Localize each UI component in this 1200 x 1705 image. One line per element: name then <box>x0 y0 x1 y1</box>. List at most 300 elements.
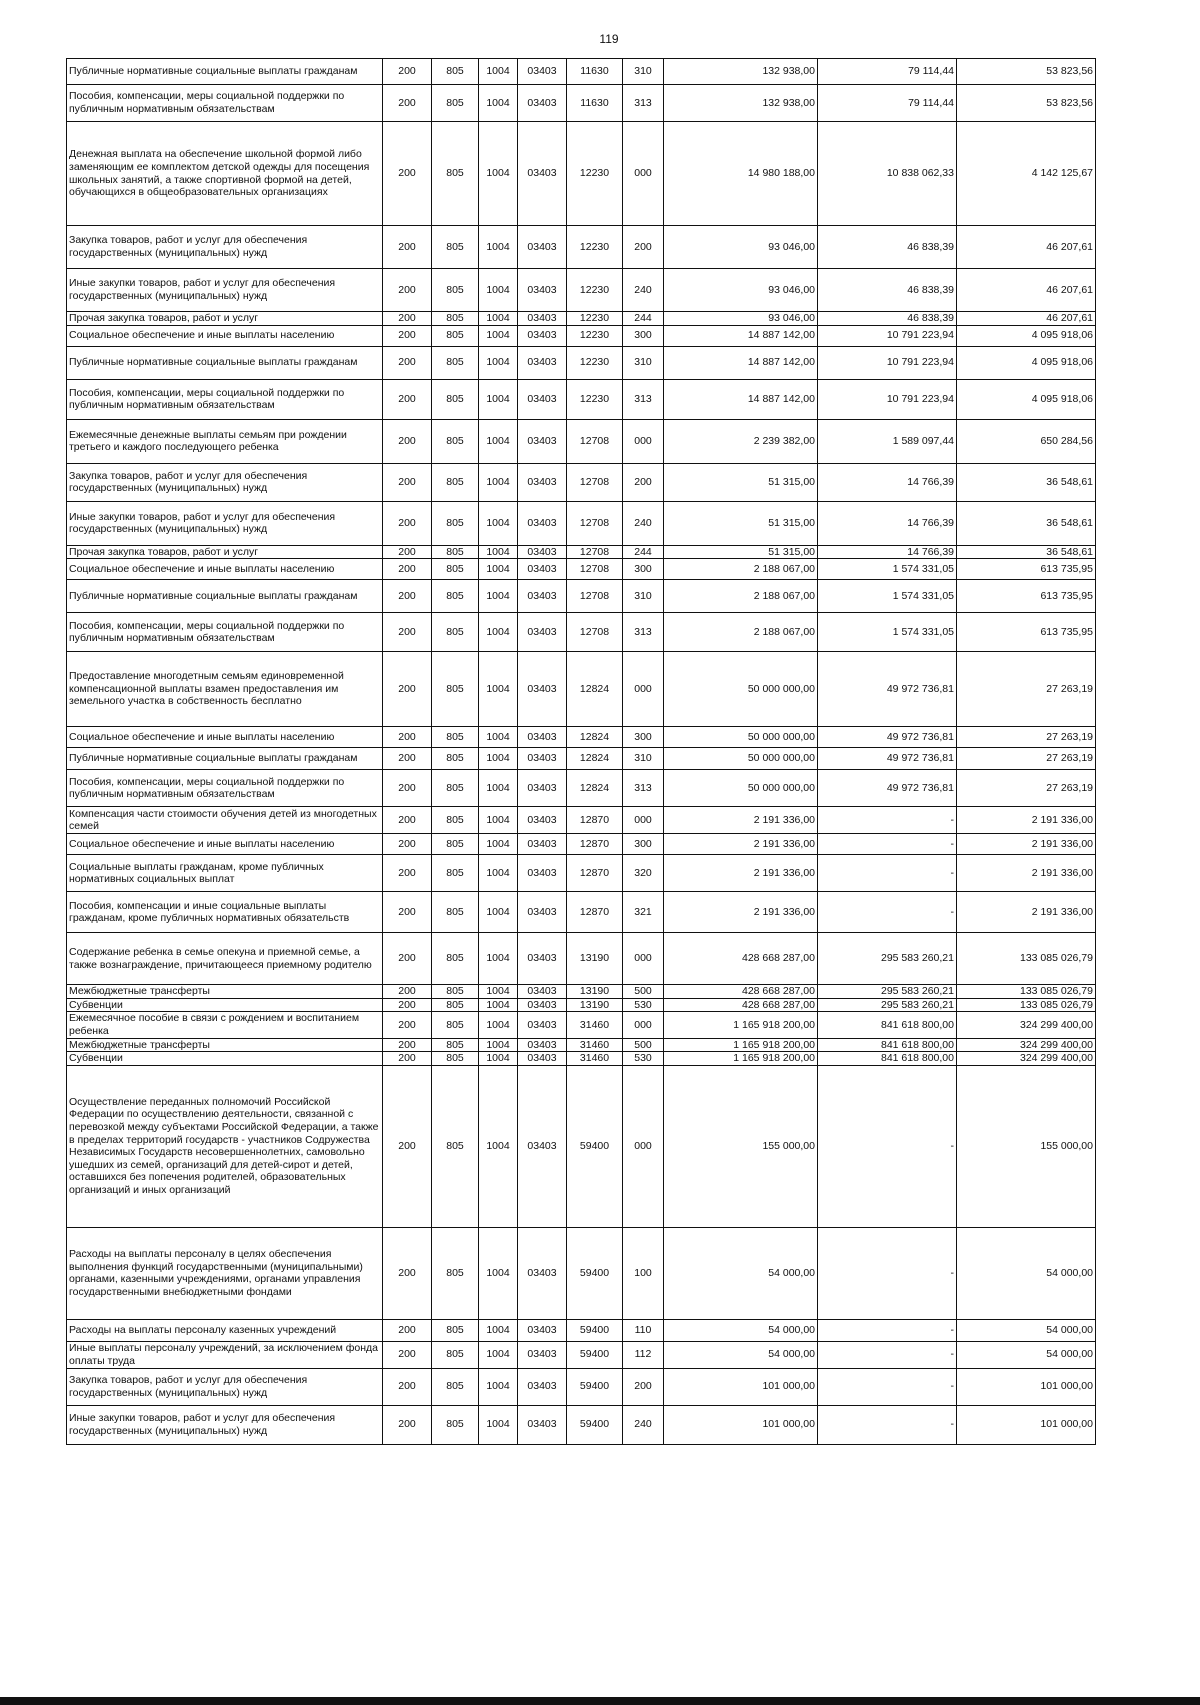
cell-cs-a: 1004 <box>479 807 518 834</box>
cell-remainder: 324 299 400,00 <box>957 1038 1096 1052</box>
cell-executed: 14 766,39 <box>818 545 957 559</box>
cell-rzpr: 805 <box>432 1012 479 1038</box>
cell-remainder: 613 735,95 <box>957 613 1096 652</box>
cell-cs-a: 1004 <box>479 855 518 892</box>
cell-vr: 300 <box>623 727 664 748</box>
cell-cs-a: 1004 <box>479 269 518 312</box>
cell-name: Субвенции <box>67 1052 383 1066</box>
cell-remainder: 54 000,00 <box>957 1341 1096 1368</box>
table-row <box>67 419 1096 463</box>
cell-cs-c: 12230 <box>567 379 623 419</box>
cell-cs-c: 12708 <box>567 580 623 613</box>
cell-appropriation: 93 046,00 <box>664 226 818 269</box>
cell-name: Иные закупки товаров, работ и услуг для обеспечения государственных (муниципальных) нужд <box>67 501 383 545</box>
cell-executed: - <box>818 807 957 834</box>
cell-vr: 000 <box>623 122 664 226</box>
cell-kvsr: 200 <box>383 379 432 419</box>
table-row <box>67 122 1096 226</box>
cell-vr: 310 <box>623 748 664 770</box>
cell-appropriation: 14 887 142,00 <box>664 325 818 346</box>
cell-remainder: 133 085 026,79 <box>957 985 1096 999</box>
cell-rzpr: 805 <box>432 1227 479 1319</box>
cell-remainder: 46 207,61 <box>957 269 1096 312</box>
cell-name: Социальное обеспечение и иные выплаты населению <box>67 559 383 580</box>
cell-appropriation: 50 000 000,00 <box>664 748 818 770</box>
cell-cs-c: 59400 <box>567 1065 623 1227</box>
table-row <box>67 834 1096 855</box>
cell-vr: 000 <box>623 933 664 985</box>
cell-vr: 000 <box>623 1012 664 1038</box>
table-row <box>67 1065 1096 1227</box>
table-row <box>67 1368 1096 1405</box>
cell-kvsr: 200 <box>383 419 432 463</box>
cell-rzpr: 805 <box>432 325 479 346</box>
table-row <box>67 892 1096 933</box>
cell-executed: 1 589 097,44 <box>818 419 957 463</box>
cell-appropriation: 155 000,00 <box>664 1065 818 1227</box>
cell-executed: - <box>818 1368 957 1405</box>
table-row <box>67 85 1096 122</box>
cell-remainder: 27 263,19 <box>957 652 1096 727</box>
cell-cs-b: 03403 <box>518 748 567 770</box>
cell-vr: 000 <box>623 419 664 463</box>
cell-appropriation: 14 980 188,00 <box>664 122 818 226</box>
cell-remainder: 46 207,61 <box>957 226 1096 269</box>
cell-cs-a: 1004 <box>479 85 518 122</box>
cell-remainder: 4 095 918,06 <box>957 325 1096 346</box>
cell-name: Социальные выплаты гражданам, кроме публичных нормативных социальных выплат <box>67 855 383 892</box>
cell-vr: 530 <box>623 1052 664 1066</box>
cell-kvsr: 200 <box>383 834 432 855</box>
cell-appropriation: 51 315,00 <box>664 463 818 501</box>
cell-remainder: 27 263,19 <box>957 748 1096 770</box>
cell-cs-a: 1004 <box>479 998 518 1012</box>
cell-vr: 100 <box>623 1227 664 1319</box>
cell-rzpr: 805 <box>432 892 479 933</box>
cell-remainder: 53 823,56 <box>957 85 1096 122</box>
cell-cs-b: 03403 <box>518 807 567 834</box>
cell-vr: 313 <box>623 613 664 652</box>
budget-table <box>66 58 1096 1445</box>
cell-cs-c: 12708 <box>567 545 623 559</box>
cell-remainder: 2 191 336,00 <box>957 892 1096 933</box>
cell-name: Иные закупки товаров, работ и услуг для обеспечения государственных (муниципальных) нужд <box>67 1405 383 1444</box>
cell-cs-c: 13190 <box>567 985 623 999</box>
cell-remainder: 4 142 125,67 <box>957 122 1096 226</box>
cell-name: Публичные нормативные социальные выплаты гражданам <box>67 748 383 770</box>
cell-rzpr: 805 <box>432 985 479 999</box>
cell-cs-b: 03403 <box>518 419 567 463</box>
cell-cs-b: 03403 <box>518 998 567 1012</box>
cell-remainder: 155 000,00 <box>957 1065 1096 1227</box>
cell-vr: 244 <box>623 545 664 559</box>
cell-cs-b: 03403 <box>518 559 567 580</box>
cell-vr: 320 <box>623 855 664 892</box>
cell-remainder: 27 263,19 <box>957 770 1096 807</box>
cell-name: Социальное обеспечение и иные выплаты населению <box>67 727 383 748</box>
cell-cs-a: 1004 <box>479 834 518 855</box>
cell-appropriation: 428 668 287,00 <box>664 998 818 1012</box>
cell-cs-a: 1004 <box>479 748 518 770</box>
cell-cs-b: 03403 <box>518 652 567 727</box>
cell-name: Публичные нормативные социальные выплаты гражданам <box>67 59 383 85</box>
table-row <box>67 807 1096 834</box>
cell-rzpr: 805 <box>432 834 479 855</box>
cell-cs-a: 1004 <box>479 1052 518 1066</box>
cell-appropriation: 51 315,00 <box>664 545 818 559</box>
cell-executed: 295 583 260,21 <box>818 933 957 985</box>
cell-cs-a: 1004 <box>479 933 518 985</box>
table-body <box>67 59 1096 1445</box>
cell-cs-c: 13190 <box>567 998 623 1012</box>
table-row <box>67 1227 1096 1319</box>
cell-cs-c: 12824 <box>567 770 623 807</box>
cell-cs-b: 03403 <box>518 346 567 379</box>
cell-cs-a: 1004 <box>479 1341 518 1368</box>
cell-name: Пособия, компенсации и иные социальные выплаты гражданам, кроме публичных нормативных обязательств <box>67 892 383 933</box>
cell-rzpr: 805 <box>432 1065 479 1227</box>
cell-executed: - <box>818 1319 957 1341</box>
table-row <box>67 1319 1096 1341</box>
cell-cs-a: 1004 <box>479 1405 518 1444</box>
cell-executed: 1 574 331,05 <box>818 613 957 652</box>
cell-remainder: 2 191 336,00 <box>957 807 1096 834</box>
cell-cs-a: 1004 <box>479 325 518 346</box>
table-row <box>67 985 1096 999</box>
cell-remainder: 650 284,56 <box>957 419 1096 463</box>
table-row <box>67 613 1096 652</box>
cell-remainder: 53 823,56 <box>957 59 1096 85</box>
cell-cs-c: 12708 <box>567 419 623 463</box>
cell-name: Компенсация части стоимости обучения детей из многодетных семей <box>67 807 383 834</box>
cell-executed: 79 114,44 <box>818 59 957 85</box>
cell-appropriation: 101 000,00 <box>664 1405 818 1444</box>
cell-executed: - <box>818 834 957 855</box>
cell-kvsr: 200 <box>383 85 432 122</box>
cell-appropriation: 1 165 918 200,00 <box>664 1038 818 1052</box>
cell-name: Расходы на выплаты персоналу казенных учреждений <box>67 1319 383 1341</box>
cell-appropriation: 2 239 382,00 <box>664 419 818 463</box>
cell-remainder: 133 085 026,79 <box>957 998 1096 1012</box>
cell-cs-b: 03403 <box>518 325 567 346</box>
cell-appropriation: 1 165 918 200,00 <box>664 1052 818 1066</box>
cell-name: Ежемесячные денежные выплаты семьям при рождении третьего и каждого последующего ребенка <box>67 419 383 463</box>
cell-cs-b: 03403 <box>518 1368 567 1405</box>
cell-rzpr: 805 <box>432 770 479 807</box>
cell-cs-c: 12708 <box>567 463 623 501</box>
cell-cs-c: 12824 <box>567 652 623 727</box>
cell-name: Денежная выплата на обеспечение школьной формой либо заменяющим ее комплектом детской одежды для посещения школьных занятий, а также спортивной формой на детей, обучающихся в общеобразовательных организациях <box>67 122 383 226</box>
cell-name: Ежемесячное пособие в связи с рождением и воспитанием ребенка <box>67 1012 383 1038</box>
cell-executed: - <box>818 892 957 933</box>
cell-cs-b: 03403 <box>518 226 567 269</box>
cell-cs-a: 1004 <box>479 1319 518 1341</box>
cell-kvsr: 200 <box>383 933 432 985</box>
cell-vr: 313 <box>623 85 664 122</box>
scan-bottom-edge <box>0 1697 1200 1705</box>
cell-name: Закупка товаров, работ и услуг для обеспечения государственных (муниципальных) нужд <box>67 226 383 269</box>
cell-cs-a: 1004 <box>479 727 518 748</box>
cell-cs-b: 03403 <box>518 933 567 985</box>
cell-rzpr: 805 <box>432 855 479 892</box>
cell-rzpr: 805 <box>432 807 479 834</box>
cell-name: Прочая закупка товаров, работ и услуг <box>67 312 383 326</box>
cell-appropriation: 14 887 142,00 <box>664 346 818 379</box>
cell-executed: 1 574 331,05 <box>818 559 957 580</box>
cell-vr: 000 <box>623 652 664 727</box>
table-row <box>67 346 1096 379</box>
cell-executed: 46 838,39 <box>818 312 957 326</box>
cell-cs-a: 1004 <box>479 419 518 463</box>
cell-cs-a: 1004 <box>479 1368 518 1405</box>
cell-name: Пособия, компенсации, меры социальной поддержки по публичным нормативным обязательствам <box>67 85 383 122</box>
cell-kvsr: 200 <box>383 1319 432 1341</box>
cell-rzpr: 805 <box>432 727 479 748</box>
table-row <box>67 269 1096 312</box>
cell-kvsr: 200 <box>383 501 432 545</box>
cell-remainder: 4 095 918,06 <box>957 346 1096 379</box>
cell-cs-b: 03403 <box>518 855 567 892</box>
cell-kvsr: 200 <box>383 269 432 312</box>
cell-name: Межбюджетные трансферты <box>67 985 383 999</box>
cell-appropriation: 2 188 067,00 <box>664 580 818 613</box>
cell-rzpr: 805 <box>432 613 479 652</box>
table-row <box>67 1052 1096 1066</box>
cell-cs-a: 1004 <box>479 892 518 933</box>
cell-executed: 49 972 736,81 <box>818 748 957 770</box>
cell-cs-b: 03403 <box>518 613 567 652</box>
cell-appropriation: 132 938,00 <box>664 59 818 85</box>
cell-appropriation: 2 188 067,00 <box>664 613 818 652</box>
cell-executed: 49 972 736,81 <box>818 652 957 727</box>
cell-cs-c: 31460 <box>567 1052 623 1066</box>
cell-cs-a: 1004 <box>479 122 518 226</box>
cell-appropriation: 428 668 287,00 <box>664 985 818 999</box>
cell-cs-c: 12870 <box>567 807 623 834</box>
cell-remainder: 324 299 400,00 <box>957 1012 1096 1038</box>
cell-vr: 244 <box>623 312 664 326</box>
cell-remainder: 54 000,00 <box>957 1319 1096 1341</box>
cell-rzpr: 805 <box>432 269 479 312</box>
cell-cs-c: 12824 <box>567 748 623 770</box>
cell-name: Расходы на выплаты персоналу в целях обеспечения выполнения функций государственными (муниципальными) органами, казенными учреждениями, органами управления государственными внебюджетными фондами <box>67 1227 383 1319</box>
cell-cs-c: 59400 <box>567 1368 623 1405</box>
cell-cs-b: 03403 <box>518 985 567 999</box>
cell-rzpr: 805 <box>432 59 479 85</box>
cell-cs-a: 1004 <box>479 463 518 501</box>
table-row <box>67 1038 1096 1052</box>
cell-rzpr: 805 <box>432 1052 479 1066</box>
cell-executed: 841 618 800,00 <box>818 1052 957 1066</box>
cell-cs-c: 31460 <box>567 1012 623 1038</box>
cell-remainder: 2 191 336,00 <box>957 834 1096 855</box>
table-row <box>67 727 1096 748</box>
cell-executed: - <box>818 1341 957 1368</box>
cell-name: Публичные нормативные социальные выплаты гражданам <box>67 346 383 379</box>
cell-cs-b: 03403 <box>518 1405 567 1444</box>
cell-vr: 200 <box>623 226 664 269</box>
cell-kvsr: 200 <box>383 770 432 807</box>
cell-appropriation: 2 188 067,00 <box>664 559 818 580</box>
cell-rzpr: 805 <box>432 419 479 463</box>
cell-appropriation: 132 938,00 <box>664 85 818 122</box>
cell-vr: 240 <box>623 269 664 312</box>
cell-kvsr: 200 <box>383 59 432 85</box>
cell-cs-a: 1004 <box>479 1065 518 1227</box>
cell-vr: 240 <box>623 1405 664 1444</box>
table-row <box>67 652 1096 727</box>
cell-cs-c: 12230 <box>567 269 623 312</box>
cell-cs-c: 59400 <box>567 1227 623 1319</box>
cell-cs-b: 03403 <box>518 312 567 326</box>
cell-cs-c: 59400 <box>567 1341 623 1368</box>
cell-kvsr: 200 <box>383 748 432 770</box>
cell-cs-c: 12708 <box>567 501 623 545</box>
cell-kvsr: 200 <box>383 1038 432 1052</box>
table-row <box>67 770 1096 807</box>
table-row <box>67 501 1096 545</box>
cell-kvsr: 200 <box>383 1052 432 1066</box>
cell-name: Содержание ребенка в семье опекуна и приемной семье, а также вознаграждение, причитающееся приемному родителю <box>67 933 383 985</box>
cell-cs-b: 03403 <box>518 545 567 559</box>
cell-cs-a: 1004 <box>479 985 518 999</box>
cell-cs-a: 1004 <box>479 613 518 652</box>
cell-executed: 295 583 260,21 <box>818 985 957 999</box>
cell-name: Закупка товаров, работ и услуг для обеспечения государственных (муниципальных) нужд <box>67 1368 383 1405</box>
cell-rzpr: 805 <box>432 122 479 226</box>
cell-vr: 310 <box>623 59 664 85</box>
cell-vr: 313 <box>623 379 664 419</box>
cell-cs-a: 1004 <box>479 1012 518 1038</box>
cell-name: Прочая закупка товаров, работ и услуг <box>67 545 383 559</box>
cell-cs-c: 12230 <box>567 346 623 379</box>
page-number: 119 <box>599 32 619 46</box>
cell-cs-a: 1004 <box>479 379 518 419</box>
cell-appropriation: 50 000 000,00 <box>664 727 818 748</box>
cell-appropriation: 50 000 000,00 <box>664 770 818 807</box>
cell-appropriation: 2 191 336,00 <box>664 807 818 834</box>
cell-appropriation: 54 000,00 <box>664 1227 818 1319</box>
cell-rzpr: 805 <box>432 748 479 770</box>
cell-vr: 300 <box>623 559 664 580</box>
cell-kvsr: 200 <box>383 312 432 326</box>
cell-cs-b: 03403 <box>518 834 567 855</box>
cell-executed: - <box>818 855 957 892</box>
cell-executed: 14 766,39 <box>818 501 957 545</box>
cell-cs-c: 12870 <box>567 892 623 933</box>
cell-executed: 46 838,39 <box>818 269 957 312</box>
cell-name: Межбюджетные трансферты <box>67 1038 383 1052</box>
cell-rzpr: 805 <box>432 1405 479 1444</box>
table-row <box>67 998 1096 1012</box>
cell-appropriation: 2 191 336,00 <box>664 892 818 933</box>
cell-kvsr: 200 <box>383 855 432 892</box>
cell-cs-c: 12870 <box>567 834 623 855</box>
cell-cs-b: 03403 <box>518 1038 567 1052</box>
cell-executed: 841 618 800,00 <box>818 1038 957 1052</box>
cell-cs-b: 03403 <box>518 1065 567 1227</box>
cell-vr: 200 <box>623 1368 664 1405</box>
cell-cs-b: 03403 <box>518 892 567 933</box>
cell-kvsr: 200 <box>383 727 432 748</box>
cell-rzpr: 805 <box>432 379 479 419</box>
table-row <box>67 379 1096 419</box>
cell-cs-a: 1004 <box>479 346 518 379</box>
cell-executed: 49 972 736,81 <box>818 770 957 807</box>
cell-name: Социальное обеспечение и иные выплаты населению <box>67 325 383 346</box>
table-row <box>67 580 1096 613</box>
cell-kvsr: 200 <box>383 652 432 727</box>
cell-cs-b: 03403 <box>518 1052 567 1066</box>
cell-rzpr: 805 <box>432 1368 479 1405</box>
cell-remainder: 324 299 400,00 <box>957 1052 1096 1066</box>
table-row <box>67 545 1096 559</box>
cell-remainder: 101 000,00 <box>957 1368 1096 1405</box>
cell-kvsr: 200 <box>383 463 432 501</box>
cell-cs-b: 03403 <box>518 1319 567 1341</box>
cell-remainder: 36 548,61 <box>957 545 1096 559</box>
table-row <box>67 312 1096 326</box>
table-row <box>67 463 1096 501</box>
cell-vr: 500 <box>623 985 664 999</box>
cell-cs-c: 12230 <box>567 312 623 326</box>
cell-remainder: 101 000,00 <box>957 1405 1096 1444</box>
cell-cs-b: 03403 <box>518 1341 567 1368</box>
cell-cs-a: 1004 <box>479 226 518 269</box>
cell-executed: 79 114,44 <box>818 85 957 122</box>
cell-appropriation: 14 887 142,00 <box>664 379 818 419</box>
cell-vr: 300 <box>623 834 664 855</box>
cell-vr: 310 <box>623 580 664 613</box>
cell-vr: 300 <box>623 325 664 346</box>
cell-remainder: 27 263,19 <box>957 727 1096 748</box>
cell-name: Публичные нормативные социальные выплаты гражданам <box>67 580 383 613</box>
cell-cs-a: 1004 <box>479 59 518 85</box>
cell-cs-c: 13190 <box>567 933 623 985</box>
cell-kvsr: 200 <box>383 1368 432 1405</box>
cell-rzpr: 805 <box>432 1038 479 1052</box>
cell-cs-b: 03403 <box>518 59 567 85</box>
cell-cs-b: 03403 <box>518 770 567 807</box>
cell-kvsr: 200 <box>383 580 432 613</box>
cell-vr: 000 <box>623 807 664 834</box>
table-row <box>67 325 1096 346</box>
cell-rzpr: 805 <box>432 998 479 1012</box>
cell-cs-c: 12230 <box>567 226 623 269</box>
cell-name: Иные выплаты персоналу учреждений, за исключением фонда оплаты труда <box>67 1341 383 1368</box>
cell-executed: 10 791 223,94 <box>818 346 957 379</box>
cell-rzpr: 805 <box>432 580 479 613</box>
cell-appropriation: 428 668 287,00 <box>664 933 818 985</box>
cell-remainder: 613 735,95 <box>957 559 1096 580</box>
cell-executed: 10 791 223,94 <box>818 379 957 419</box>
cell-executed: 14 766,39 <box>818 463 957 501</box>
table-row <box>67 1012 1096 1038</box>
cell-cs-c: 59400 <box>567 1405 623 1444</box>
cell-kvsr: 200 <box>383 613 432 652</box>
cell-cs-b: 03403 <box>518 463 567 501</box>
cell-rzpr: 805 <box>432 933 479 985</box>
cell-executed: - <box>818 1065 957 1227</box>
cell-name: Социальное обеспечение и иные выплаты населению <box>67 834 383 855</box>
cell-appropriation: 54 000,00 <box>664 1341 818 1368</box>
cell-rzpr: 805 <box>432 85 479 122</box>
cell-appropriation: 50 000 000,00 <box>664 652 818 727</box>
cell-kvsr: 200 <box>383 1012 432 1038</box>
cell-remainder: 613 735,95 <box>957 580 1096 613</box>
cell-executed: 10 791 223,94 <box>818 325 957 346</box>
cell-executed: - <box>818 1227 957 1319</box>
